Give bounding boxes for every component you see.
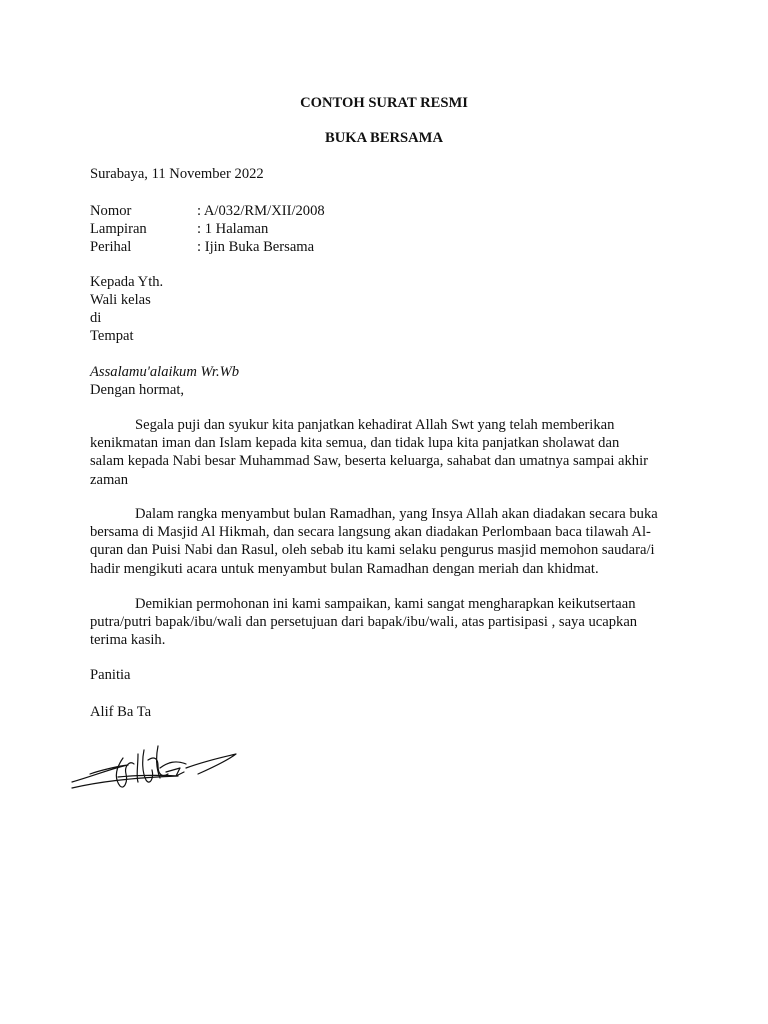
meta-label-lampiran: Lampiran	[90, 221, 147, 237]
paragraph-line: bersama di Masjid Al Hikmah, dan secara langsung akan diadakan Perlombaan baca tilawah Al-	[90, 524, 651, 541]
paragraph-line: terima kasih.	[90, 632, 166, 649]
signer-name: Alif Ba Ta	[90, 704, 152, 720]
letter-subtitle: BUKA BERSAMA	[325, 130, 443, 146]
recipient-line: Tempat	[90, 328, 134, 344]
paragraph-line: putra/putri bapak/ibu/wali dan persetujuan dari bapak/ibu/wali, atas partisipasi , saya ucapkan	[90, 614, 638, 631]
date-line: Surabaya, 11 November 2022	[90, 166, 264, 182]
signature-image	[68, 738, 243, 798]
meta-label-nomor: Nomor	[90, 203, 132, 219]
paragraph-line: hadir mengikuti acara untuk menyambut bulan Ramadhan dengan meriah dan khidmat.	[90, 560, 599, 577]
letter-title: CONTOH SURAT RESMI	[300, 95, 468, 111]
recipient-line: di	[90, 310, 102, 326]
paragraph-line: Dalam rangka menyambut bulan Ramadhan, yang Insya Allah akan diadakan secara buka	[135, 506, 658, 522]
paragraph-line: salam kepada Nabi besar Muhammad Saw, beserta keluarga, sahabat dan umatnya sampai akhir	[90, 453, 649, 470]
recipient-line: Kepada Yth.	[90, 274, 164, 290]
paragraph-line: zaman	[90, 471, 129, 488]
paragraph-line: Demikian permohonan ini kami sampaikan, kami sangat mengharapkan keikutsertaan	[135, 596, 636, 612]
meta-value-perihal: : Ijin Buka Bersama	[197, 239, 315, 255]
meta-label-perihal: Perihal	[90, 239, 132, 255]
meta-value-lampiran: : 1 Halaman	[197, 221, 269, 237]
recipient-line: Wali kelas	[90, 292, 151, 308]
paragraph-line: Segala puji dan syukur kita panjatkan kehadirat Allah Swt yang telah memberikan	[135, 417, 615, 433]
paragraph-line: quran dan Puisi Nabi dan Rasul, oleh sebab itu kami selaku pengurus masjid memohon saudara/i	[90, 542, 655, 559]
opening: Dengan hormat,	[90, 382, 185, 398]
greeting: Assalamu'alaikum Wr.Wb	[90, 364, 240, 380]
closing: Panitia	[90, 667, 131, 683]
body-paragraph	[90, 505, 690, 578]
meta-value-nomor: : A/032/RM/XII/2008	[197, 203, 325, 219]
body-paragraph	[90, 416, 690, 489]
paragraph-line: kenikmatan iman dan Islam kepada kita semua, dan tidak lupa kita panjatkan sholawat dan	[90, 435, 620, 452]
body-paragraph	[90, 595, 690, 650]
